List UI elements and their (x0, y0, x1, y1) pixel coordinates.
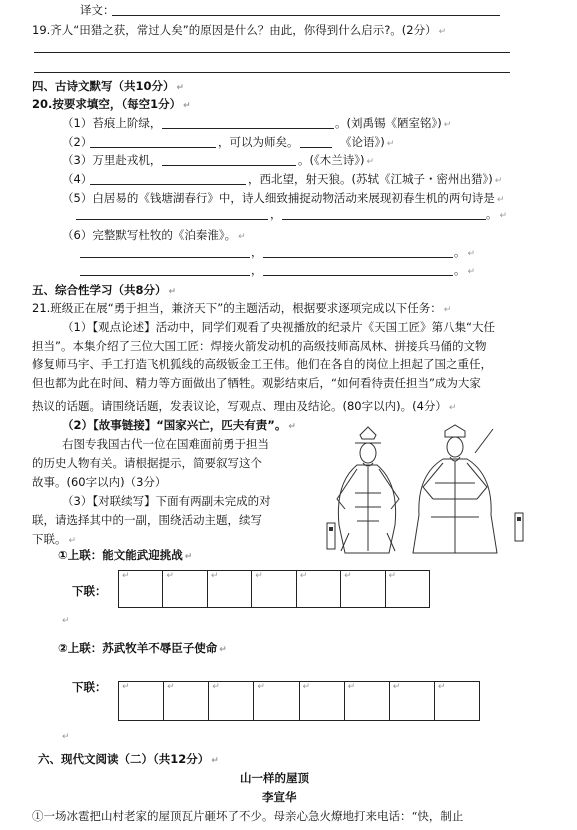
couplet-1-upper: ①上联：能文能武迎挑战 ↵ (58, 548, 193, 562)
blank-line (90, 184, 246, 185)
couplet-1-answer-grid[interactable] (118, 570, 430, 608)
poem-item-6: （6）完整默写杜牧的《泊秦淮》。 ↵ (62, 228, 246, 242)
answer-cell[interactable] (209, 682, 254, 720)
answer-cell[interactable] (345, 682, 390, 720)
poem-item-5: （5）白居易的《钱塘湖春行》中，诗人细致捕捉动物活动来展现初春生机的两句诗是 ↵ (62, 191, 505, 205)
answer-cell[interactable] (297, 571, 341, 607)
answer-cell[interactable] (386, 571, 429, 607)
question-21: 21.班级正在展“勇于担当，兼济天下”的主题活动，根据要求逐项完成以下任务： ↵ (32, 301, 452, 315)
historical-figures-illustration (305, 423, 557, 555)
poem-item-3: （3）万里赴戎机， (62, 153, 162, 167)
blank-line (162, 128, 334, 129)
answer-cell[interactable] (119, 571, 163, 607)
couplet-2-answer-grid[interactable] (118, 681, 480, 721)
task-2-text: （2）【故事链接】“国家兴亡，匹夫有责”。 ↵ (62, 418, 296, 432)
blank-line (80, 257, 250, 258)
section-4-heading: 四、古诗文默写（共10分） ↵ (32, 79, 185, 93)
translation-label: 译文： (80, 3, 115, 17)
couplet-2-lower-label: 下联： (72, 680, 107, 694)
article-title: 山一样的屋顶 (240, 771, 309, 785)
poem-item-4: （4） (62, 172, 93, 186)
blank-line (300, 147, 332, 148)
answer-cell[interactable] (254, 682, 299, 720)
answer-cell[interactable] (119, 682, 164, 720)
answer-cell[interactable] (341, 571, 385, 607)
answer-cell[interactable] (300, 682, 345, 720)
blank-line (162, 165, 296, 166)
question-19: 19.齐人“田猎之获，常过人矣”的原因是什么？由此，你得到什么启示?。(2分） ↵ (32, 23, 447, 37)
answer-cell[interactable] (208, 571, 252, 607)
answer-cell[interactable] (390, 682, 435, 720)
section-5-heading: 五、综合性学习（共8分） ↵ (32, 283, 177, 297)
answer-line (112, 15, 500, 16)
answer-cell[interactable] (163, 571, 207, 607)
article-author: 李宣华 (262, 790, 297, 804)
couplet-2-upper: ②上联：苏武牧羊不辱臣子使命 ↵ (58, 641, 227, 655)
task-1-text: （1）【观点论述】活动中，同学们观看了央视播放的纪录片《天国工匠》第八集“大任 (62, 320, 496, 334)
blank-line (282, 219, 486, 220)
blank-line (76, 219, 268, 220)
answer-line (34, 52, 510, 53)
blank-line (90, 147, 216, 148)
poem-item-2: （2） (62, 135, 93, 149)
answer-line (34, 72, 510, 73)
answer-cell[interactable] (435, 682, 479, 720)
answer-cell[interactable] (252, 571, 296, 607)
answer-cell[interactable] (164, 682, 209, 720)
blank-line (263, 275, 453, 276)
couplet-1-lower-label: 下联： (72, 584, 107, 598)
section-6-heading: 六、现代文阅读（二）（共12分） ↵ (38, 752, 219, 766)
blank-line (80, 275, 250, 276)
task-3-text: （3）【对联续写】下面有两副未完成的对 (62, 494, 271, 508)
poem-item-1: （1）苔痕上阶绿， (62, 116, 162, 130)
blank-line (263, 257, 453, 258)
article-paragraph-1: ①一场冰雹把山村老家的屋顶瓦片砸坏了不少。母亲心急火燎地打来电话：“快，制止 (32, 809, 464, 823)
question-20: 20.按要求填空，（每空1分） ↵ (32, 97, 191, 111)
